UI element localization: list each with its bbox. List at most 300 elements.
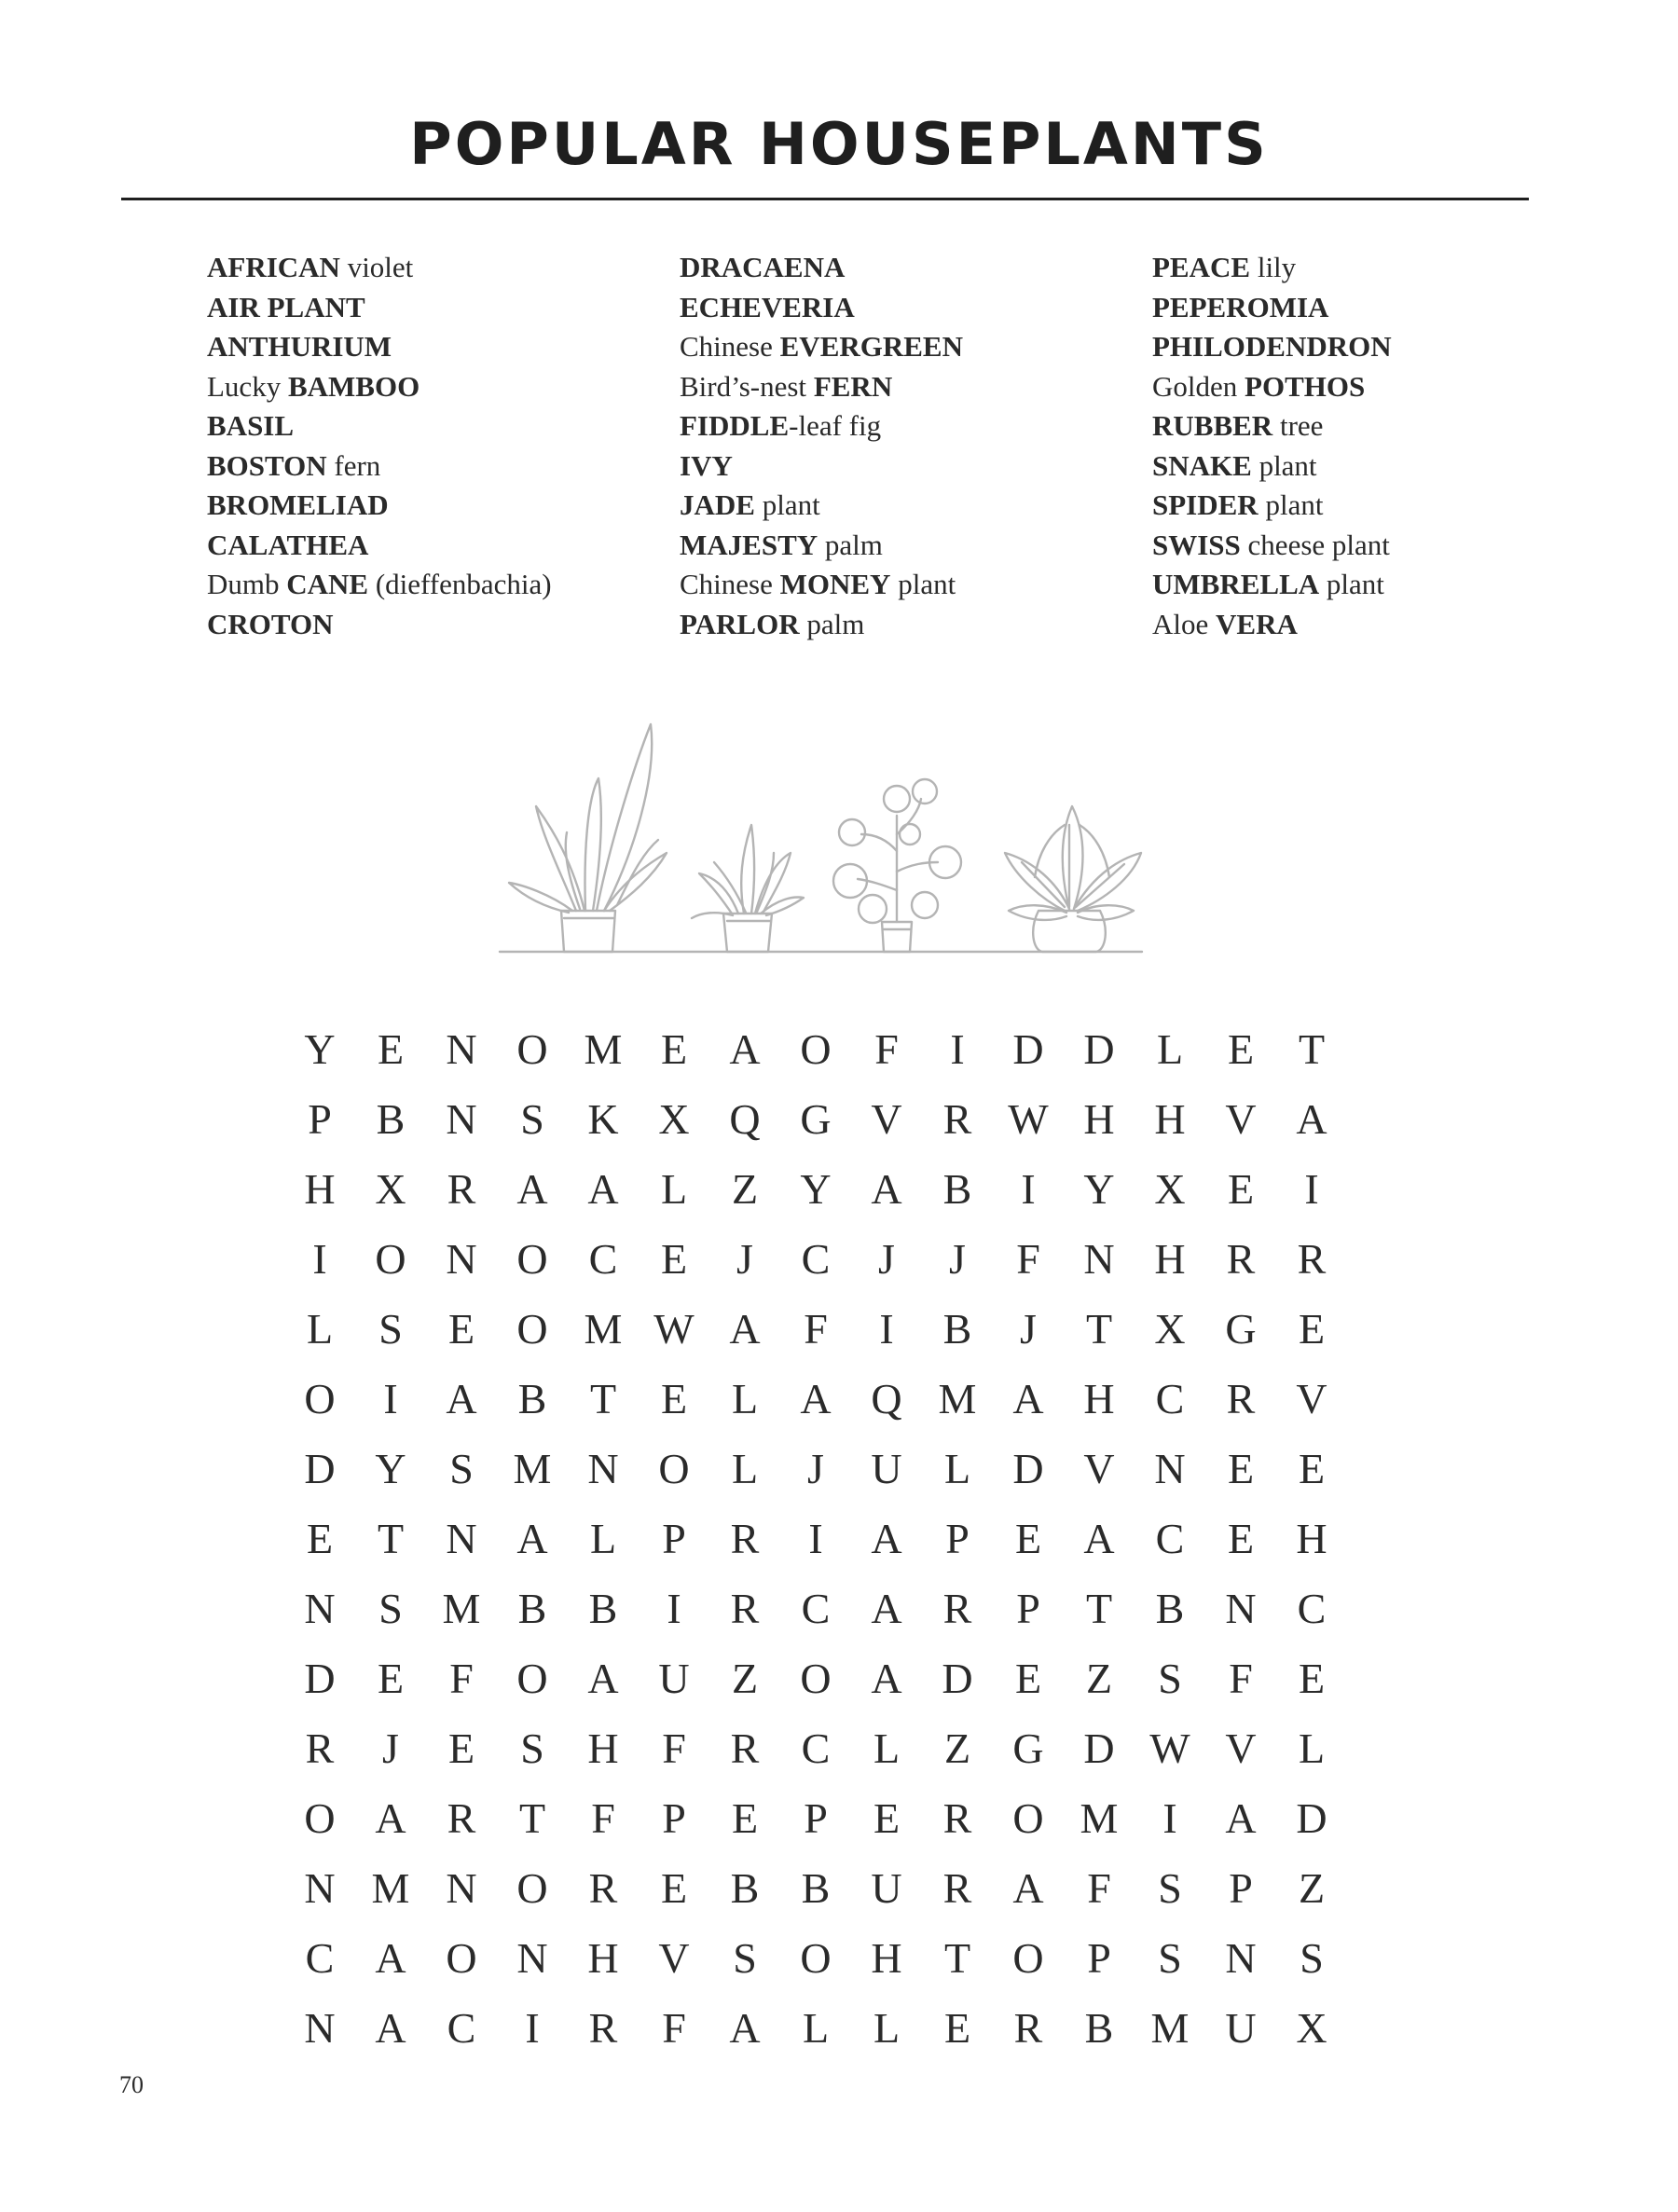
grid-letter: O <box>304 1375 336 1422</box>
word-list-item <box>680 406 1108 447</box>
grid-letter: C <box>447 2004 476 2052</box>
grid-letter: A <box>1012 1375 1044 1422</box>
grid-letter: L <box>1156 1025 1184 1073</box>
grid-letter: S <box>449 1445 474 1492</box>
word-keyword: AFRICAN <box>207 251 340 283</box>
grid-letter: X <box>658 1095 690 1143</box>
word-keyword: SPIDER <box>1152 488 1258 521</box>
grid-letter: R <box>447 1794 476 1842</box>
grid-letter: A <box>587 1165 619 1213</box>
grid-letter: R <box>1226 1235 1256 1283</box>
grid-letter: B <box>730 1864 760 1912</box>
word-list-item <box>1152 565 1581 605</box>
grid-letter: O <box>516 1235 548 1283</box>
grid-letter: D <box>942 1655 973 1702</box>
grid-letter: R <box>730 1724 760 1772</box>
word-list-item <box>1152 367 1581 407</box>
grid-letter: O <box>658 1445 690 1492</box>
word-list-item <box>1152 605 1581 645</box>
grid-letter: V <box>1296 1375 1327 1422</box>
grid-letter: R <box>942 1095 972 1143</box>
grid-letter: R <box>942 1864 972 1912</box>
grid-letter: X <box>1296 2004 1327 2052</box>
grid-letter: S <box>1300 1934 1324 1982</box>
grid-letter: B <box>801 1864 831 1912</box>
word-keyword: BAMBOO <box>287 369 420 403</box>
word-list-item <box>680 447 1108 487</box>
grid-letter: H <box>1154 1235 1186 1283</box>
grid-letter: U <box>1225 2004 1257 2052</box>
grid-letter: L <box>943 1445 971 1492</box>
word-suffix: plant <box>1251 448 1317 482</box>
grid-letter: N <box>304 1585 336 1632</box>
grid-letter: M <box>1150 2004 1190 2052</box>
word-suffix: -leaf fig <box>789 409 882 442</box>
word-suffix: palm <box>799 607 865 640</box>
grid-letter: H <box>1083 1375 1115 1422</box>
grid-letter: O <box>800 1655 832 1702</box>
grid-letter: A <box>446 1375 477 1422</box>
grid-letter: W <box>1008 1095 1049 1143</box>
word-list-item <box>680 565 1108 605</box>
grid-letter: B <box>942 1305 972 1353</box>
grid-letter: H <box>587 1724 619 1772</box>
grid-letter: F <box>449 1655 474 1702</box>
grid-letter: E <box>447 1305 475 1353</box>
word-list-item <box>207 248 636 288</box>
page-title: POPULAR HOUSEPLANTS <box>409 110 1269 178</box>
word-list-item <box>680 486 1108 526</box>
grid-letter: Y <box>800 1165 832 1213</box>
grid-letter: A <box>516 1515 548 1562</box>
word-list-item <box>207 447 636 487</box>
grid-letter: C <box>801 1724 831 1772</box>
grid-letter: F <box>874 1025 899 1073</box>
word-keyword: BROMELIAD <box>207 488 389 521</box>
grid-row <box>284 1434 1403 1504</box>
grid-letter: P <box>308 1095 332 1143</box>
grid-letter: J <box>878 1235 895 1283</box>
grid-letter: E <box>1014 1655 1042 1702</box>
word-list-item <box>680 367 1108 407</box>
grid-row <box>284 1643 1403 1713</box>
grid-row <box>284 1783 1403 1853</box>
grid-letter: O <box>446 1934 477 1982</box>
grid-letter: S <box>378 1585 403 1632</box>
grid-letter: Y <box>304 1025 336 1073</box>
grid-letter: P <box>804 1794 828 1842</box>
word-search-grid <box>284 1014 1403 2063</box>
grid-letter: R <box>730 1585 760 1632</box>
grid-letter: W <box>653 1305 695 1353</box>
grid-letter: C <box>1155 1375 1185 1422</box>
grid-letter: T <box>589 1375 617 1422</box>
grid-letter: A <box>1225 1794 1257 1842</box>
word-keyword: PEPEROMIA <box>1152 290 1329 323</box>
grid-letter: A <box>375 1794 406 1842</box>
word-list-item <box>1152 406 1581 447</box>
grid-letter: T <box>1085 1305 1113 1353</box>
grid-letter: T <box>518 1794 546 1842</box>
grid-letter: V <box>871 1095 902 1143</box>
grid-letter: N <box>446 1025 477 1073</box>
grid-letter: A <box>729 1305 761 1353</box>
grid-letter: G <box>1225 1305 1257 1353</box>
word-suffix: plant <box>1319 568 1384 600</box>
word-prefix: Dumb <box>207 568 287 600</box>
grid-letter: A <box>1083 1515 1115 1562</box>
grid-letter: N <box>1225 1585 1257 1632</box>
grid-letter: Y <box>375 1445 406 1492</box>
word-suffix: lily <box>1250 251 1297 283</box>
word-list-column-2 <box>680 248 1108 644</box>
grid-letter: B <box>1155 1585 1185 1632</box>
grid-letter: L <box>731 1375 759 1422</box>
grid-letter: M <box>442 1585 481 1632</box>
word-keyword: ECHEVERIA <box>680 290 855 323</box>
word-suffix: tree <box>1272 409 1324 442</box>
grid-letter: E <box>377 1025 405 1073</box>
word-list-item <box>207 288 636 328</box>
grid-letter: U <box>658 1655 690 1702</box>
grid-letter: Z <box>731 1165 759 1213</box>
grid-letter: N <box>1154 1445 1186 1492</box>
word-suffix: plant <box>754 488 820 521</box>
word-list-item <box>207 327 636 367</box>
grid-letter: B <box>942 1165 972 1213</box>
grid-letter: V <box>1225 1095 1257 1143</box>
grid-letter: A <box>375 1934 406 1982</box>
word-keyword: ANTHURIUM <box>207 330 392 363</box>
grid-letter: D <box>1012 1445 1044 1492</box>
word-keyword: EVERGREEN <box>779 330 963 363</box>
grid-letter: O <box>516 1655 548 1702</box>
word-keyword: FERN <box>813 369 893 403</box>
grid-letter: I <box>312 1235 327 1283</box>
grid-letter: X <box>1154 1305 1186 1353</box>
grid-letter: A <box>516 1165 548 1213</box>
grid-letter: N <box>304 2004 336 2052</box>
grid-letter: S <box>1158 1864 1182 1912</box>
word-keyword: BOSTON <box>207 448 327 482</box>
grid-letter: O <box>800 1934 832 1982</box>
word-keyword: SWISS <box>1152 528 1241 561</box>
grid-letter: P <box>1229 1864 1253 1912</box>
grid-letter: E <box>1298 1305 1326 1353</box>
word-keyword: CANE <box>286 568 369 600</box>
word-list-item <box>207 565 636 605</box>
grid-letter: O <box>516 1305 548 1353</box>
grid-letter: R <box>942 1794 972 1842</box>
grid-letter: S <box>378 1305 403 1353</box>
word-suffix: palm <box>818 528 883 561</box>
grid-letter: A <box>1012 1864 1044 1912</box>
grid-letter: A <box>871 1515 902 1562</box>
word-list-item <box>680 526 1108 566</box>
grid-letter: T <box>943 1934 971 1982</box>
word-list-item <box>1152 327 1581 367</box>
grid-letter: H <box>304 1165 336 1213</box>
grid-letter: N <box>446 1235 477 1283</box>
grid-letter: Z <box>1298 1864 1326 1912</box>
word-list-item <box>680 327 1108 367</box>
grid-row <box>284 1993 1403 2063</box>
grid-letter: E <box>1227 1165 1255 1213</box>
word-list-item <box>680 248 1108 288</box>
grid-letter: R <box>447 1165 476 1213</box>
word-keyword: PHILODENDRON <box>1152 330 1392 363</box>
grid-letter: O <box>800 1025 832 1073</box>
grid-letter: O <box>1012 1794 1044 1842</box>
grid-row <box>284 1853 1403 1923</box>
grid-letter: F <box>1016 1235 1040 1283</box>
grid-letter: B <box>517 1375 547 1422</box>
grid-letter: I <box>1162 1794 1177 1842</box>
grid-letter: T <box>1298 1025 1326 1073</box>
grid-letter: L <box>873 2004 901 2052</box>
grid-letter: S <box>520 1724 544 1772</box>
grid-letter: B <box>1084 2004 1114 2052</box>
grid-letter: J <box>949 1235 966 1283</box>
word-suffix: plant <box>1258 488 1324 521</box>
grid-letter: D <box>304 1445 336 1492</box>
grid-letter: M <box>1080 1794 1119 1842</box>
grid-letter: E <box>873 1794 901 1842</box>
grid-letter: X <box>1154 1165 1186 1213</box>
word-prefix: Aloe <box>1152 607 1217 640</box>
grid-letter: E <box>1227 1445 1255 1492</box>
grid-letter: E <box>1227 1025 1255 1073</box>
grid-letter: H <box>1083 1095 1115 1143</box>
page-number: 70 <box>119 2071 144 2098</box>
word-prefix: Chinese <box>680 568 780 600</box>
grid-letter: M <box>584 1025 623 1073</box>
grid-letter: S <box>520 1095 544 1143</box>
grid-row <box>284 1573 1403 1643</box>
word-prefix: Chinese <box>680 330 780 363</box>
grid-letter: O <box>1012 1934 1044 1982</box>
word-prefix: Golden <box>1152 369 1245 403</box>
grid-letter: C <box>801 1585 831 1632</box>
grid-letter: P <box>662 1794 686 1842</box>
grid-letter: F <box>591 1794 615 1842</box>
word-keyword: DRACAENA <box>680 251 846 283</box>
grid-letter: E <box>1227 1515 1255 1562</box>
grid-letter: L <box>660 1165 688 1213</box>
grid-letter: Z <box>1085 1655 1113 1702</box>
grid-row <box>284 1014 1403 1084</box>
grid-letter: E <box>943 2004 971 2052</box>
grid-letter: A <box>587 1655 619 1702</box>
grid-letter: O <box>516 1864 548 1912</box>
grid-letter: J <box>1020 1305 1037 1353</box>
grid-letter: E <box>660 1025 688 1073</box>
grid-row <box>284 1154 1403 1224</box>
word-suffix: (dieffenbachia) <box>368 568 552 600</box>
word-keyword: PARLOR <box>680 607 800 640</box>
grid-letter: A <box>729 1025 761 1073</box>
grid-letter: P <box>945 1515 970 1562</box>
word-keyword: RUBBER <box>1152 409 1273 442</box>
grid-letter: X <box>375 1165 406 1213</box>
grid-letter: R <box>942 1585 972 1632</box>
word-list-item <box>207 486 636 526</box>
grid-letter: O <box>375 1235 406 1283</box>
grid-letter: N <box>516 1934 548 1982</box>
grid-letter: J <box>382 1724 399 1772</box>
word-list-item <box>680 605 1108 645</box>
word-list-item <box>680 288 1108 328</box>
grid-letter: F <box>662 2004 686 2052</box>
word-list-item <box>1152 288 1581 328</box>
grid-letter: D <box>1083 1724 1115 1772</box>
word-list-item <box>1152 248 1581 288</box>
grid-letter: H <box>1296 1515 1327 1562</box>
grid-row <box>284 1364 1403 1434</box>
grid-letter: E <box>1014 1515 1042 1562</box>
word-keyword: AIR PLANT <box>207 290 365 323</box>
grid-letter: C <box>1297 1585 1327 1632</box>
grid-letter: I <box>1021 1165 1036 1213</box>
grid-letter: P <box>662 1515 686 1562</box>
grid-letter: T <box>1085 1585 1113 1632</box>
grid-letter: R <box>1226 1375 1256 1422</box>
grid-letter: L <box>1298 1724 1326 1772</box>
grid-letter: A <box>375 2004 406 2052</box>
grid-letter: H <box>871 1934 902 1982</box>
grid-letter: I <box>667 1585 681 1632</box>
grid-letter: I <box>808 1515 823 1562</box>
grid-letter: D <box>304 1655 336 1702</box>
word-suffix: plant <box>890 568 956 600</box>
grid-letter: L <box>306 1305 334 1353</box>
grid-letter: H <box>587 1934 619 1982</box>
grid-letter: V <box>1083 1445 1115 1492</box>
grid-letter: Q <box>729 1095 761 1143</box>
word-list-item <box>207 406 636 447</box>
grid-letter: A <box>871 1165 902 1213</box>
grid-letter: I <box>1304 1165 1319 1213</box>
grid-letter: B <box>588 1585 618 1632</box>
grid-letter: N <box>587 1445 619 1492</box>
grid-letter: S <box>1158 1934 1182 1982</box>
word-keyword: SNAKE <box>1152 448 1252 482</box>
grid-letter: Z <box>943 1724 971 1772</box>
grid-letter: E <box>447 1724 475 1772</box>
word-suffix: fern <box>326 448 381 482</box>
word-keyword: CROTON <box>207 607 334 640</box>
grid-letter: Z <box>731 1655 759 1702</box>
grid-letter: A <box>1296 1095 1327 1143</box>
grid-letter: N <box>304 1864 336 1912</box>
potted-houseplants-icon <box>494 713 1147 974</box>
word-list-item <box>207 605 636 645</box>
grid-letter: D <box>1296 1794 1327 1842</box>
word-keyword: PEACE <box>1152 251 1251 283</box>
grid-letter: N <box>446 1864 477 1912</box>
word-suffix: violet <box>339 251 414 283</box>
grid-letter: I <box>950 1025 965 1073</box>
grid-letter: I <box>879 1305 894 1353</box>
word-list-column-3 <box>1152 248 1581 644</box>
grid-letter: E <box>660 1864 688 1912</box>
grid-letter: A <box>871 1585 902 1632</box>
grid-letter: N <box>446 1515 477 1562</box>
grid-row <box>284 1923 1403 1993</box>
grid-row <box>284 1084 1403 1154</box>
grid-letter: S <box>733 1934 757 1982</box>
grid-row <box>284 1504 1403 1573</box>
grid-letter: E <box>660 1235 688 1283</box>
title-divider <box>121 198 1529 200</box>
grid-letter: Q <box>871 1375 902 1422</box>
grid-letter: K <box>587 1095 619 1143</box>
grid-letter: M <box>938 1375 977 1422</box>
word-list-item <box>1152 447 1581 487</box>
grid-letter: N <box>1083 1235 1115 1283</box>
word-list-item <box>1152 486 1581 526</box>
word-keyword: IVY <box>680 448 733 482</box>
grid-letter: W <box>1149 1724 1190 1772</box>
grid-letter: J <box>736 1235 753 1283</box>
grid-letter: P <box>1016 1585 1040 1632</box>
word-keyword: JADE <box>680 488 755 521</box>
grid-letter: L <box>873 1724 901 1772</box>
plant-3-icon <box>833 779 961 952</box>
word-list-item <box>207 526 636 566</box>
grid-letter: I <box>383 1375 398 1422</box>
plant-2-icon <box>692 825 804 952</box>
grid-letter: O <box>516 1025 548 1073</box>
word-prefix: Lucky <box>207 369 288 403</box>
grid-letter: L <box>731 1445 759 1492</box>
grid-letter: I <box>525 2004 540 2052</box>
grid-letter: R <box>1013 2004 1043 2052</box>
word-keyword: BASIL <box>207 409 295 442</box>
grid-letter: D <box>1012 1025 1044 1073</box>
grid-row <box>284 1294 1403 1364</box>
grid-letter: F <box>804 1305 828 1353</box>
grid-letter: E <box>1298 1655 1326 1702</box>
grid-letter: B <box>376 1095 406 1143</box>
grid-letter: M <box>513 1445 552 1492</box>
grid-letter: L <box>802 2004 830 2052</box>
grid-letter: C <box>801 1235 831 1283</box>
grid-letter: E <box>731 1794 759 1842</box>
grid-letter: F <box>1087 1864 1111 1912</box>
word-keyword: FIDDLE <box>680 409 790 442</box>
grid-letter: D <box>1083 1025 1115 1073</box>
grid-letter: E <box>306 1515 334 1562</box>
word-keyword: MAJESTY <box>680 528 818 561</box>
grid-letter: L <box>589 1515 617 1562</box>
grid-letter: R <box>1297 1235 1327 1283</box>
grid-letter: C <box>1155 1515 1185 1562</box>
grid-letter: S <box>1158 1655 1182 1702</box>
word-keyword: CALATHEA <box>207 528 369 561</box>
grid-letter: E <box>377 1655 405 1702</box>
grid-letter: M <box>371 1864 410 1912</box>
grid-letter: P <box>1087 1934 1111 1982</box>
word-list-column-1 <box>207 248 636 644</box>
word-keyword: POTHOS <box>1245 369 1366 403</box>
grid-letter: R <box>305 1724 335 1772</box>
plant-1-icon <box>509 724 667 952</box>
grid-letter: V <box>1225 1724 1257 1772</box>
grid-letter: J <box>807 1445 824 1492</box>
grid-letter: C <box>588 1235 618 1283</box>
grid-letter: R <box>588 2004 618 2052</box>
